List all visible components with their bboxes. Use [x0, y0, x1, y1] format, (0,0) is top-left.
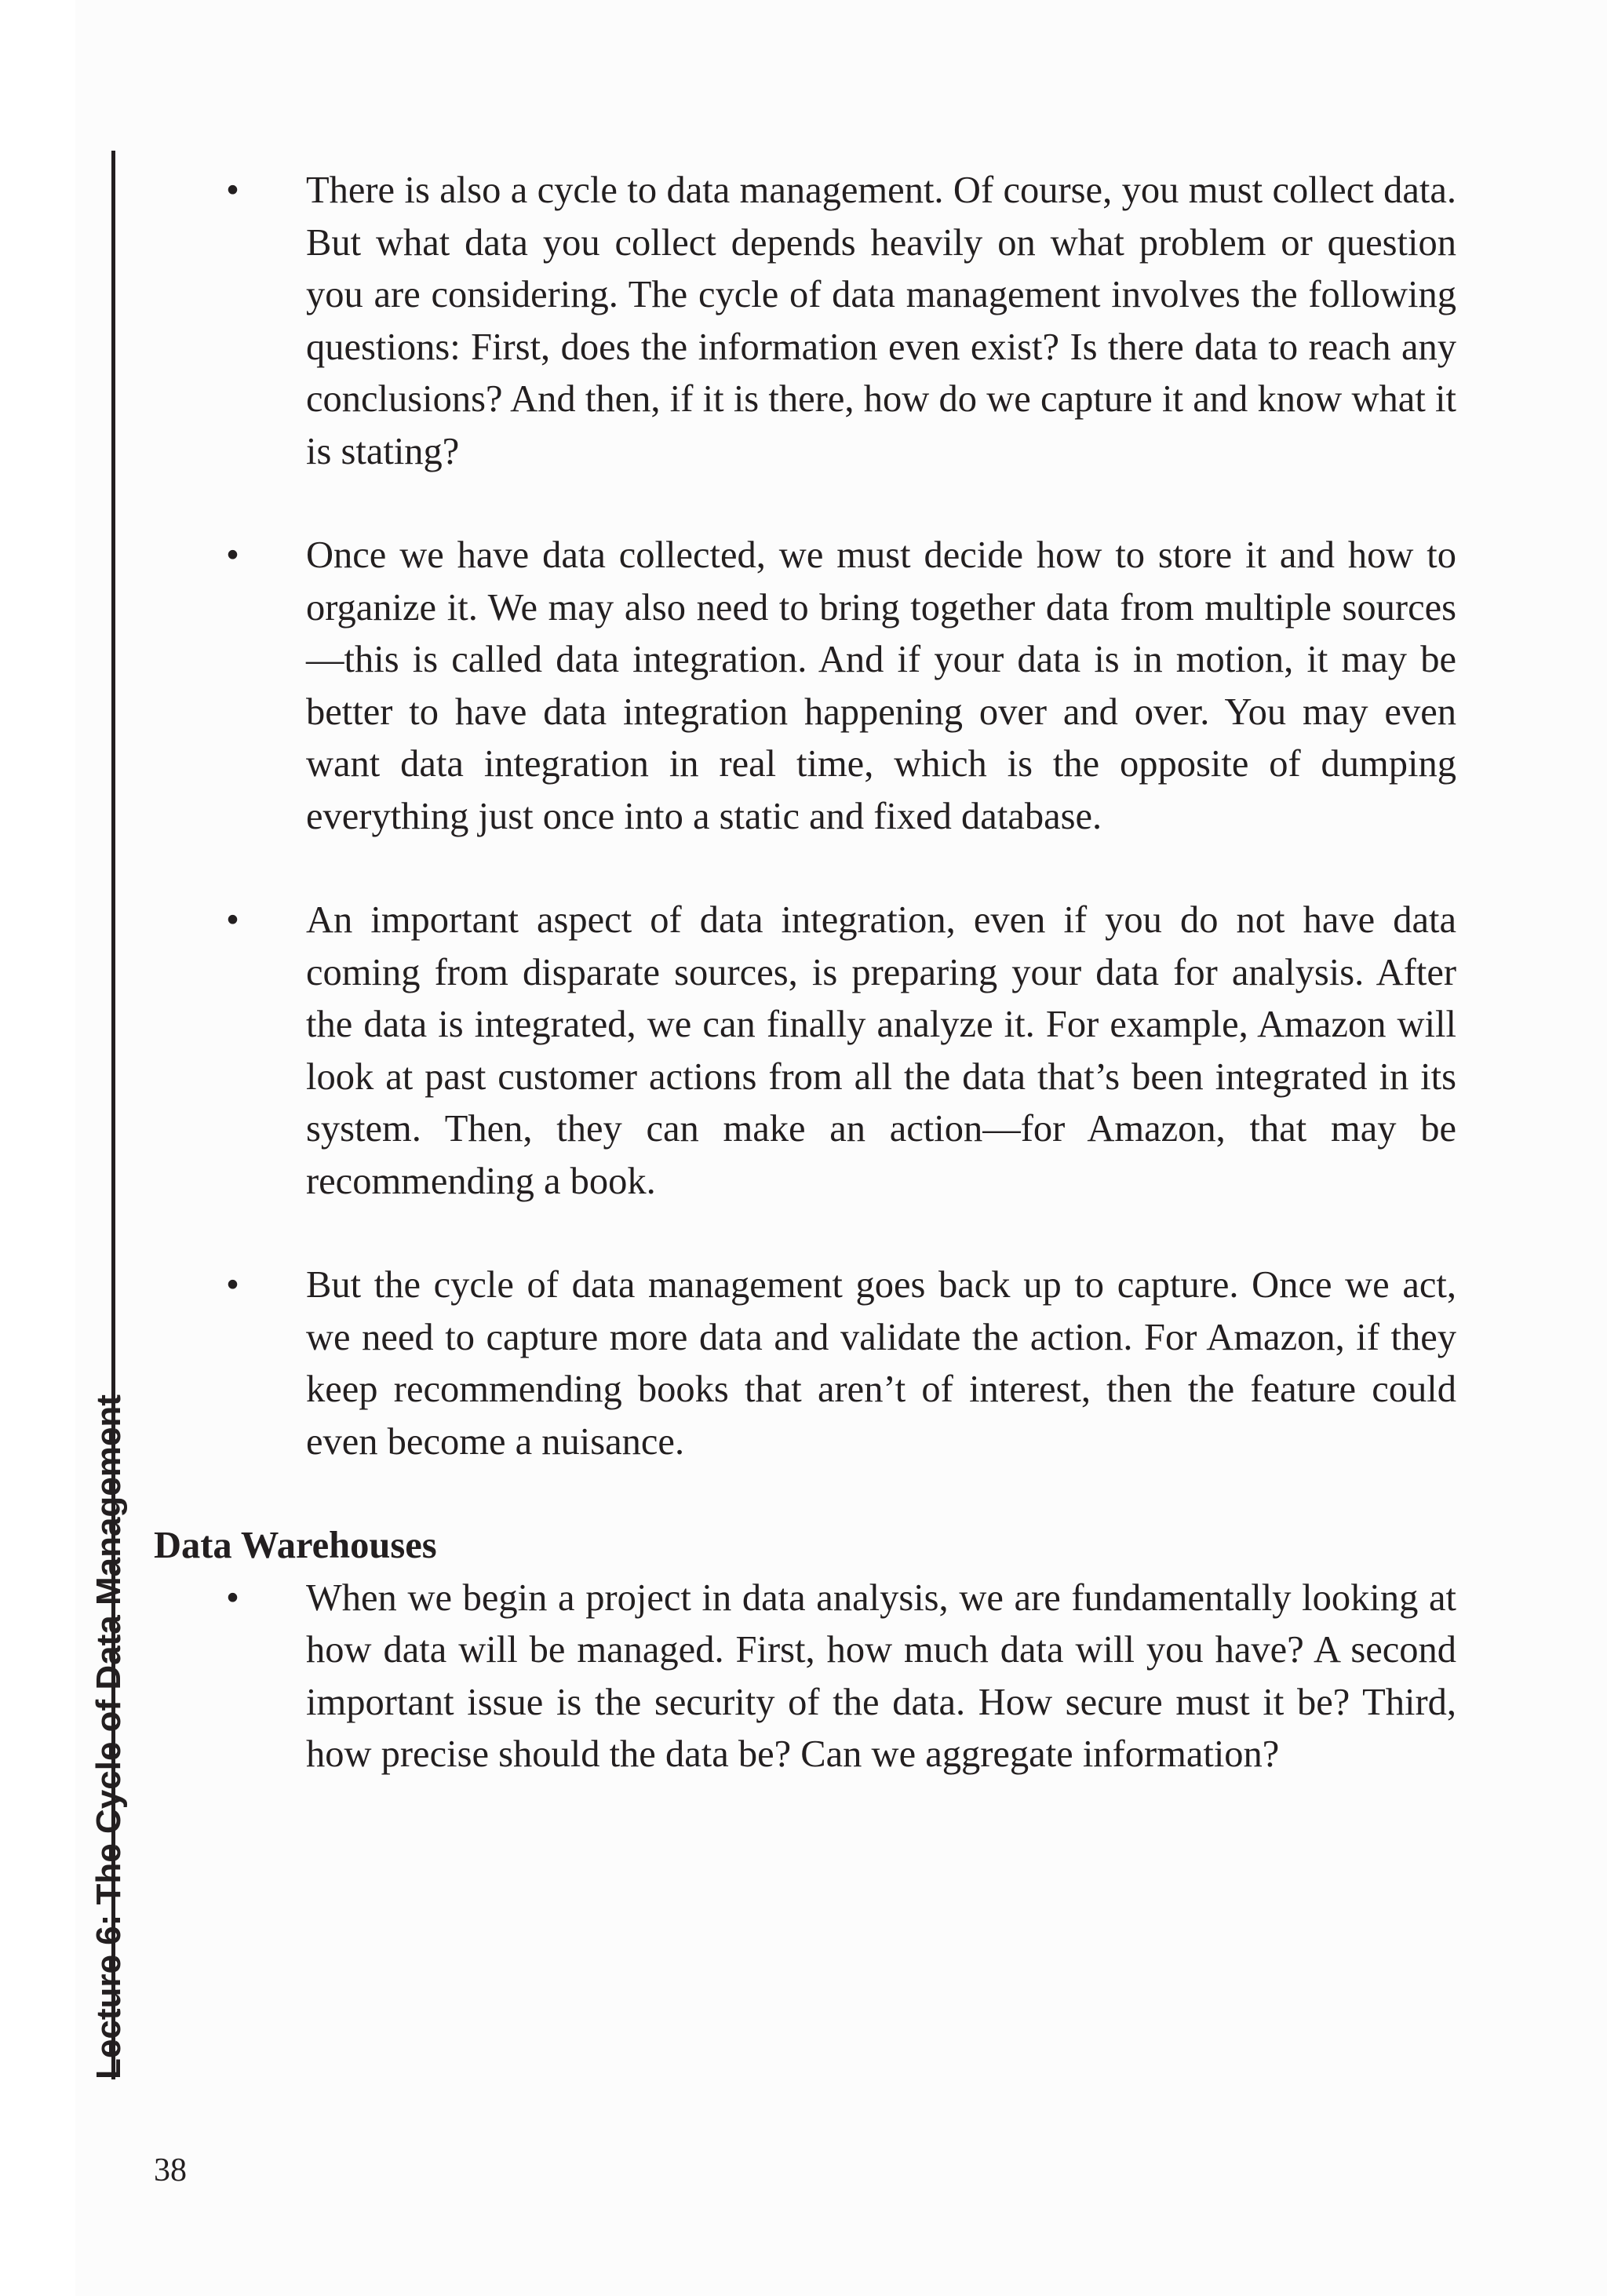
bullet-item: • When we begin a project in data analysis, we are fundamentally looking at how data will be managed. First, how much data will you have? A second important issue is the security of the data. How secure must it be? Third, how precise should the data be? Can we aggregate information? — [154, 1573, 1456, 1781]
bullet-item: • There is also a cycle to data management. Of course, you must collect data. But what data you collect depends heavily on what problem or question you are considering. The cycle of data management involves the following questions: First, does the information even exist? Is there data to reach any conclusions? And then, if it is there, how do we capture it and know what it is stating? — [154, 165, 1456, 478]
running-header: Lecture 6: The Cycle of Data Management — [89, 1394, 128, 2079]
section-bullet-list — [154, 1573, 1456, 1781]
page-number: 38 — [154, 2152, 187, 2188]
section-heading: Data Warehouses — [154, 1525, 437, 1566]
page-content — [154, 165, 1456, 1781]
bullet-item: • An important aspect of data integration, even if you do not have data coming from disparate sources, is preparing your data for analysis. After the data is integrated, we can finally analyze it. For example, Amazon will look at past customer actions from all the data that’s been integrated in its system. Then, they can make an action—for Amazon, that may be recommending a book. — [154, 895, 1456, 1208]
bullet-item: • Once we have data collected, we must decide how to store it and how to organize it. We may also need to bring together data from multiple sources—this is called data integration. And if your data is in motion, it may be better to have data integration happening over and over. You may even want data integration in real time, which is the opposite of dumping everything just once into a static and fixed database. — [154, 530, 1456, 843]
bullet-list — [154, 165, 1456, 1468]
bullet-item: • But the cycle of data management goes back up to capture. Once we act, we need to capture more data and validate the action. For Amazon, if they keep recommending books that aren’t of interest, then the feature could even become a nuisance. — [154, 1259, 1456, 1468]
